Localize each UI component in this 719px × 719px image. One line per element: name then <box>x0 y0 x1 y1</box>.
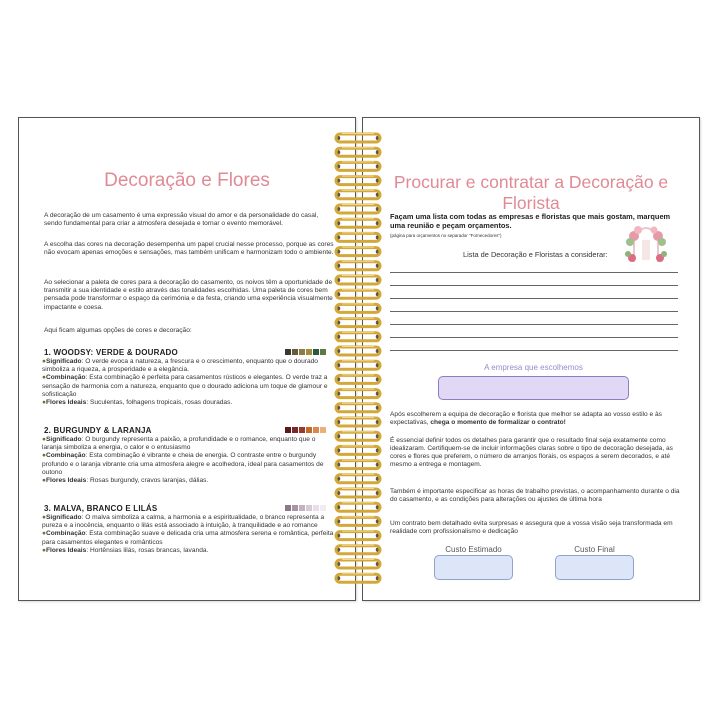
spiral-ring <box>336 318 381 327</box>
spiral-ring <box>336 261 381 270</box>
palette-paragraph: Ao selecionar a paleta de cores para a decoração do casamento, os noivos têm a oportunidade de transmitir a sua identidade e estilo através das tonalidades escolhidas. Uma paleta de cores bem pensada pode transformar o espaço da cerimónia e da festa, criando uma experiência visualmente impactante e coesa. <box>44 279 333 311</box>
spiral-ring <box>336 489 381 498</box>
swatch <box>306 505 312 511</box>
swatch <box>299 505 305 511</box>
swatch <box>285 505 291 511</box>
spiral-ring <box>336 432 381 441</box>
list-item: ●Combinação: Esta combinação é perfeita para casamentos rústicos e elegantes. O verde traz a sensação de harmonia com a natureza, enquanto que o dourado adiciona um toque de glamour e sofisticação <box>42 374 328 398</box>
page-title: Decoração e Flores <box>104 170 270 191</box>
spiral-ring <box>336 148 381 157</box>
spiral-ring <box>336 418 381 427</box>
section-body-1 <box>42 358 334 407</box>
list-item: ●Flores Ideais: Suculentas, folhagens tropicais, rosas douradas. <box>42 399 233 407</box>
floral-arch-icon <box>622 218 670 264</box>
spiral-ring <box>336 375 381 384</box>
spiral-ring <box>336 560 381 569</box>
section-heading-2: 2. BURGUNDY & LARANJA <box>44 426 152 435</box>
spiral-ring <box>336 574 381 583</box>
swatch <box>320 427 326 433</box>
color-palette-1 <box>285 349 326 355</box>
swatch <box>292 349 298 355</box>
summary-paragraph: Um contrato bem detalhado evita surpresas e assegura que a vossa visão seja transformada em realidade com profissionalismo e dedicação <box>390 520 673 535</box>
list-item: ●Significado: O burgundy representa a paixão, a profundidade e o romance, enquanto que o laranja simboliza a energia, o calor e o entusiasmo <box>42 436 316 452</box>
spiral-ring <box>336 332 381 341</box>
swatch <box>299 427 305 433</box>
spiral-ring <box>336 403 381 412</box>
spiral-ring <box>336 219 381 228</box>
list-item: ●Combinação: Esta combinação é vibrante e cheia de energia. O contraste entre o burgundy profundo e o laranja vibrante cria uma atmosfera alegre e acolhedora, ideal para casamentos de outono <box>42 452 324 476</box>
list-line[interactable] <box>390 350 678 351</box>
swatch <box>285 427 291 433</box>
swatch <box>313 505 319 511</box>
swatch <box>306 427 312 433</box>
intro-text: Façam uma lista com todas as empresas e floristas que mais gostam, marquem uma reunião e peçam orçamentos. <box>390 212 671 230</box>
spiral-ring <box>336 176 381 185</box>
list-line[interactable] <box>390 272 678 273</box>
swatch <box>306 349 312 355</box>
estimated-cost-field[interactable] <box>434 555 513 580</box>
section-body-3 <box>42 514 334 555</box>
spiral-ring <box>336 134 381 143</box>
final-cost-field[interactable] <box>555 555 634 580</box>
spiral-ring <box>336 233 381 242</box>
spiral-ring <box>336 347 381 356</box>
list-line[interactable] <box>390 324 678 325</box>
spiral-binding <box>328 128 388 588</box>
list-line[interactable] <box>390 311 678 312</box>
spiral-ring <box>336 503 381 512</box>
chosen-company-label: A empresa que escolhemos <box>484 363 583 372</box>
spiral-ring <box>336 474 381 483</box>
intro-paragraph: A decoração de um casamento é uma expressão visual do amor e da personalidade do casal, sendo fundamental para criar a atmosfera desejada e tornar o evento memorável. <box>44 212 319 228</box>
list-line[interactable] <box>390 298 678 299</box>
swatch <box>313 349 319 355</box>
swatch <box>292 505 298 511</box>
swatch <box>285 349 291 355</box>
options-paragraph: Aqui ficam algumas opções de cores e decoração: <box>44 327 192 334</box>
estimated-cost-label: Custo Estimado <box>445 545 502 554</box>
spiral-ring <box>336 389 381 398</box>
details-paragraph: É essencial definir todos os detalhes para garantir que o resultado final seja exatamente como idealizaram. Certifiquem-se de incluir informações claras sobre o tipo de decoração desejada, as cores e flores que preferem, o número de arranjos florais, os espaços a serem decorados, e até mesmo a entrega e montagem. <box>390 437 673 468</box>
section-body-2 <box>42 436 334 485</box>
spiral-ring <box>336 517 381 526</box>
list-label: Lista de Decoração e Floristas a considerar: <box>463 250 608 259</box>
spiral-ring <box>336 290 381 299</box>
list-line[interactable] <box>390 337 678 338</box>
spiral-ring <box>336 361 381 370</box>
final-cost-label: Custo Final <box>574 545 615 554</box>
left-page <box>18 117 356 601</box>
spiral-ring <box>336 247 381 256</box>
spiral-ring <box>336 446 381 455</box>
spiral-ring <box>336 545 381 554</box>
colors-paragraph: A escolha das cores na decoração desempenha um papel crucial nesse processo, porque as cores não evocam apenas emoções e sensações, mas também unificam e harmonizam todo o ambiente. <box>44 241 334 257</box>
hours-paragraph: Também é importante especificar as horas de trabalho previstas, o acompanhamento durante o dia do casamento, e as condições para alterações ou ajustes de última hora <box>390 488 680 503</box>
swatch <box>299 349 305 355</box>
chosen-company-field[interactable] <box>438 376 629 400</box>
section-heading-1: 1. WOODSY: VERDE & DOURADO <box>44 348 178 357</box>
color-palette-3 <box>285 505 326 511</box>
spiral-ring <box>336 531 381 540</box>
swatch <box>313 427 319 433</box>
color-palette-2 <box>285 427 326 433</box>
list-item: ●Significado: O verde evoca a natureza, a frescura e o crescimento, enquanto que o dourado simboliza a riqueza, a prosperidade e a elegância. <box>42 358 318 374</box>
spiral-ring <box>336 276 381 285</box>
list-item: ●Flores Ideais: Hortênsias lilás, rosas brancas, lavanda. <box>42 546 209 554</box>
spiral-ring <box>336 460 381 469</box>
spiral-ring <box>336 205 381 214</box>
list-item: ●Flores Ideais: Rosas burgundy, cravos laranjas, dálias. <box>42 477 209 485</box>
contract-paragraph: Após escolherem a equipa de decoração e florista que melhor se adapta ao vosso estilo e às expectativas, chega o momento de formalizar o contrato! <box>390 411 662 426</box>
list-line[interactable] <box>390 285 678 286</box>
list-item: ●Significado: O malva simboliza a calma, a harmonia e a espiritualidade, o branco representa a pureza e a inocência, enquanto o lilás está associado à intuição, à tranquilidade e ao romance <box>42 514 325 530</box>
list-item: ●Combinação: Esta combinação suave e delicada cria uma atmosfera serena e romântica, perfeita para casamentos elegantes e românticos <box>42 530 334 546</box>
swatch <box>320 505 326 511</box>
section-heading-3: 3. MALVA, BRANCO E LILÁS <box>44 504 158 513</box>
note-text: (página para orçamentos no separador "Fornecedores") <box>390 233 502 238</box>
spiral-ring <box>336 190 381 199</box>
page-title: Procurar e contratar a Decoração e Florista <box>393 172 669 213</box>
swatch <box>292 427 298 433</box>
swatch <box>320 349 326 355</box>
spiral-ring <box>336 162 381 171</box>
spiral-ring <box>336 304 381 313</box>
